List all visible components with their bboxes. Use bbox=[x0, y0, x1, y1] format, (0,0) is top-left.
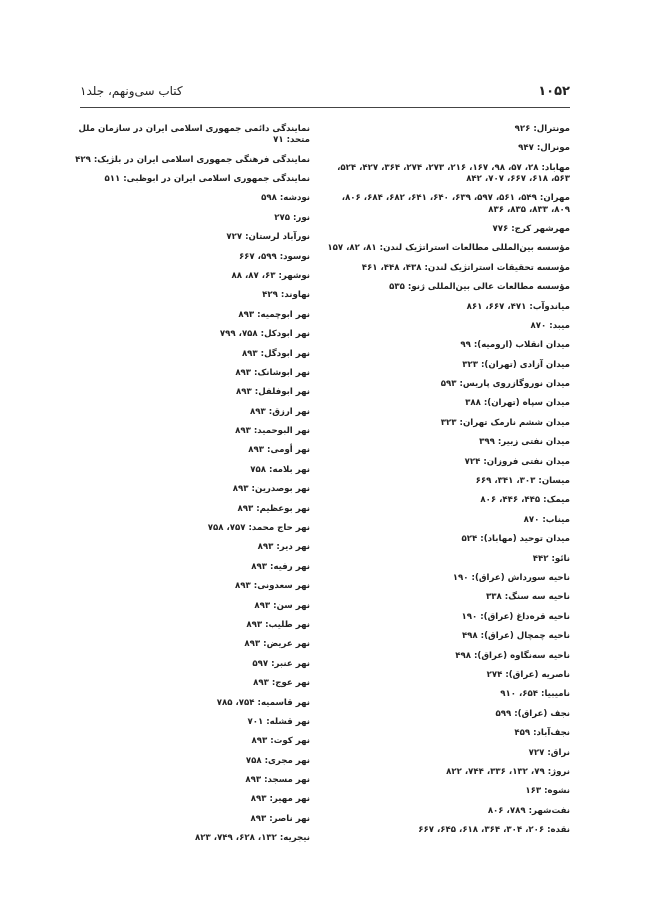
index-entry: نهر حاج محمد: ۷۵۷، ۷۵۸ bbox=[207, 523, 310, 534]
index-entry: میمک: ۴۴۵، ۴۴۶، ۸۰۶ bbox=[480, 495, 570, 506]
index-entry: نورآباد لرستان: ۷۲۷ bbox=[226, 232, 310, 243]
index-entry: میدان نفتی فروزان: ۷۲۴ bbox=[464, 456, 570, 467]
index-entry: نهر ابوفلفل: ۸۹۳ bbox=[236, 387, 310, 398]
index-entry: نوشهر: ۶۳، ۸۷، ۸۸ bbox=[231, 270, 310, 281]
index-entry: نائو: ۴۴۲ bbox=[532, 553, 570, 564]
index-entry: میدان توحید (مهاباد): ۵۲۴ bbox=[461, 534, 570, 545]
index-entry: نهر طلیب: ۸۹۳ bbox=[246, 619, 310, 630]
index-entry: میبد: ۸۷۰ bbox=[530, 320, 570, 331]
index-entry: نهر ابوچمیه: ۸۹۳ bbox=[238, 309, 310, 320]
index-entry: نامیبیا: ۶۵۴، ۹۱۰ bbox=[500, 689, 570, 700]
index-entry: نشوه: ۱۶۳ bbox=[525, 786, 570, 797]
page-header bbox=[80, 84, 570, 106]
index-entry: ناحیه سه سنگ: ۳۳۸ bbox=[486, 592, 570, 603]
index-entry: نهر رفیه: ۸۹۳ bbox=[251, 561, 310, 572]
index-column-right bbox=[322, 124, 570, 844]
index-entry: مؤسسه بین‌المللی مطالعات استراتژیک لندن: ۸۱، ۸۲، ۱۵۷ bbox=[327, 243, 570, 254]
index-entry: میدان نفتی زبیر: ۳۹۹ bbox=[479, 437, 570, 448]
index-entry: میدان ششم نارمک تهران: ۳۲۳ bbox=[440, 417, 570, 428]
index-entry: مونترال: ۹۲۶ bbox=[514, 124, 570, 134]
index-entry: ناصریه (عراق): ۲۷۴ bbox=[486, 669, 570, 680]
index-entry: مهرشهر کرج: ۷۷۶ bbox=[492, 223, 570, 234]
index-entry: میناب: ۸۷۰ bbox=[523, 514, 570, 525]
index-column-left bbox=[70, 124, 310, 853]
index-entry: نفت‌شهر: ۷۸۹، ۸۰۶ bbox=[487, 805, 570, 816]
index-entry: نهاوند: ۴۲۹ bbox=[262, 290, 310, 301]
index-entry: نهر عنبر: ۵۹۷ bbox=[252, 658, 310, 669]
index-entry: ناحیه سورداش (عراق): ۱۹۰ bbox=[452, 573, 570, 583]
index-entry: نهر البوحمید: ۸۹۳ bbox=[235, 426, 310, 437]
index-entry: نودشه: ۵۹۸ bbox=[261, 193, 310, 204]
index-entry: نهر عریض: ۸۹۳ bbox=[244, 639, 310, 650]
index-entry: میدان انقلاب (ارومیه): ۹۹ bbox=[460, 340, 570, 351]
index-entry: مؤسسه مطالعات عالی بین‌المللی ژنو: ۵۳۵ bbox=[389, 282, 570, 293]
index-entry: نهر عوج: ۸۹۳ bbox=[253, 678, 310, 689]
index-entry: نروژ: ۷۹، ۱۳۲، ۳۳۶، ۷۴۴، ۸۲۲ bbox=[446, 766, 570, 777]
index-entry: نهر ارزق: ۸۹۳ bbox=[250, 406, 310, 417]
index-entry: نهر مجری: ۷۵۸ bbox=[245, 755, 310, 766]
index-entry: میسان: ۳۰۳، ۳۴۱، ۶۶۹ bbox=[475, 476, 570, 487]
book-title: کتاب سی‌ونهم، جلد۱ bbox=[80, 84, 183, 98]
index-entry: نهر بوعظیم: ۸۹۳ bbox=[237, 503, 310, 514]
index-entry: نمایندگی جمهوری اسلامی ایران در ابوظبی: ۵۱۱ bbox=[104, 173, 310, 184]
index-entry: میاندوآب: ۴۷۱، ۶۶۷، ۸۶۱ bbox=[466, 301, 570, 312]
index-entry: نور: ۲۷۵ bbox=[274, 212, 310, 223]
index-entry: نوسود: ۵۹۹، ۶۶۷ bbox=[238, 251, 310, 262]
page-number: ۱۰۵۲ bbox=[538, 84, 570, 99]
index-entry: میدان آزادی (تهران): ۳۲۳ bbox=[462, 359, 570, 370]
index-entry: نهر بوصدرین: ۸۹۳ bbox=[232, 484, 310, 495]
index-entry: نیجریه: ۱۳۲، ۶۲۸، ۷۴۹، ۸۲۳ bbox=[195, 833, 310, 844]
index-entry: میدان نوروگازروی پاریس: ۵۹۳ bbox=[440, 379, 570, 390]
index-entry: نهر أومی: ۸۹۳ bbox=[248, 445, 310, 456]
index-entry: مؤسسه تحقیقات استراتژیک لندن: ۴۳۸، ۴۴۸، ۴۶۱ bbox=[361, 262, 570, 273]
index-entry: نمایندگی فرهنگی جمهوری اسلامی ایران در بلژیک: ۴۲۹ bbox=[75, 154, 310, 165]
index-entry: ناحیه چمچال (عراق): ۴۹۸ bbox=[461, 631, 570, 642]
index-entry: نهر قاسمیه: ۷۵۴، ۷۸۵ bbox=[216, 697, 310, 708]
index-entry: نهر ابودکل: ۷۵۸، ۷۹۹ bbox=[219, 329, 310, 340]
index-entry: نهر ابودگل: ۸۹۳ bbox=[241, 348, 310, 359]
index-entry: نهر ناصر: ۸۹۳ bbox=[250, 813, 310, 824]
index-entry: نهر قشله: ۷۰۱ bbox=[247, 716, 310, 727]
index-entry: نهر دیر: ۸۹۳ bbox=[257, 542, 310, 553]
index-entry: نهر بلامه: ۷۵۸ bbox=[250, 464, 310, 475]
index-entry: مهران: ۵۴۹، ۵۶۱، ۵۹۷، ۶۳۹، ۶۴۰، ۶۴۱، ۶۸۲، ۶۸۴، ۸۰۶، ۸۰۹، ۸۳۳، ۸۳۵، ۸۳۶ bbox=[341, 193, 570, 215]
header-divider bbox=[80, 107, 570, 108]
index-entry: مونرال: ۹۴۷ bbox=[518, 143, 570, 154]
index-entry: نهر مسجد: ۸۹۳ bbox=[245, 775, 310, 786]
index-entry: ناحیه سه‌نگاوه (عراق): ۴۹۸ bbox=[455, 650, 570, 661]
index-entry: مهاباد: ۲۸، ۵۷، ۹۸، ۱۶۷، ۲۱۶، ۲۷۳، ۲۷۴، ۳۶۴، ۴۲۷، ۵۲۴، ۵۶۳، ۶۱۸، ۶۶۷، ۷۰۷، ۸۴۲ bbox=[337, 162, 570, 184]
index-entry: ناحیه قره‌داغ (عراق): ۱۹۰ bbox=[461, 611, 570, 622]
index-entry: نهر ابوشانک: ۸۹۳ bbox=[235, 367, 310, 378]
index-entry: نهر کوت: ۸۹۳ bbox=[251, 736, 310, 747]
index-entry: نهر سن: ۸۹۳ bbox=[254, 600, 310, 611]
index-entry: نجف‌آباد: ۴۵۹ bbox=[514, 728, 570, 739]
index-entry: نهر مهیر: ۸۹۳ bbox=[250, 794, 310, 805]
index-entry: نهر سعدونی: ۸۹۳ bbox=[235, 581, 310, 592]
index-entry: نقده: ۲۰۶، ۳۰۴، ۳۶۴، ۶۱۸، ۶۴۵، ۶۶۷ bbox=[418, 825, 570, 836]
index-entry: میدان سپاه (تهران): ۳۸۸ bbox=[465, 398, 570, 409]
index-entry: نراق: ۷۲۷ bbox=[528, 747, 570, 758]
index-entry: نجف (عراق): ۵۹۹ bbox=[495, 708, 570, 719]
index-entry: نمایندگی دائمی جمهوری اسلامی ایران در سازمان ملل متحد: ۷۱ bbox=[78, 124, 310, 146]
